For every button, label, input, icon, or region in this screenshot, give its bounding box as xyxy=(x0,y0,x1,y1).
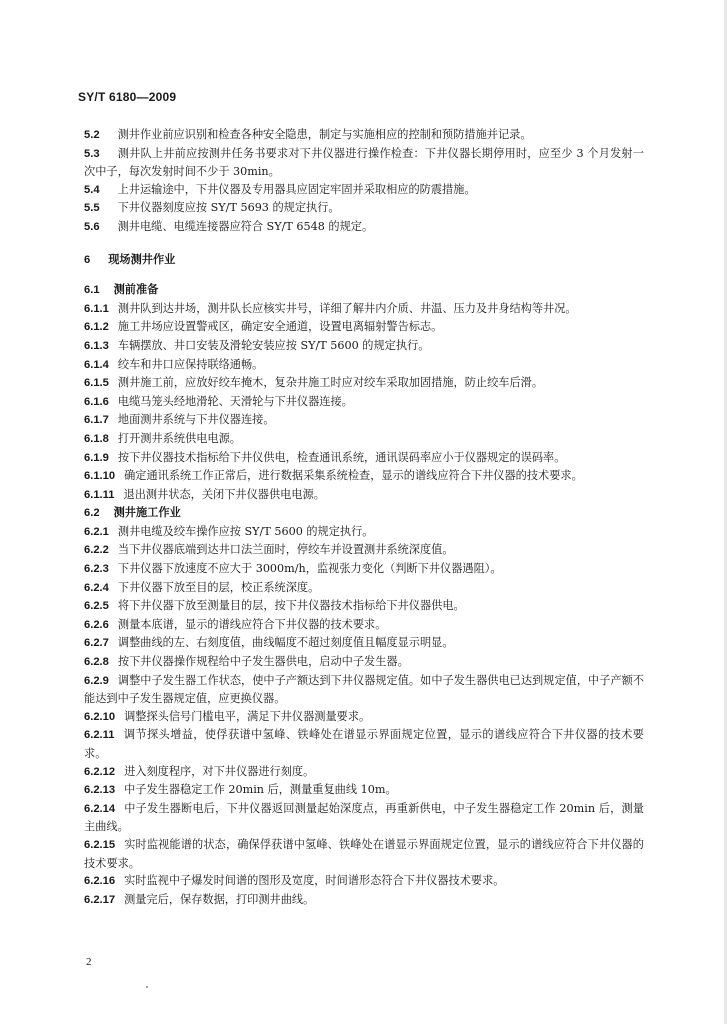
clause-number: 6.1.5 xyxy=(84,377,109,390)
clause-paragraph xyxy=(84,597,644,616)
clause-number: 6.2.7 xyxy=(84,637,109,650)
clause-text: 当下井仪器底端到达井口法兰面时，停绞车并设置测井系统深度值。 xyxy=(117,543,454,557)
clause-number: 6.2.11 xyxy=(84,729,115,742)
clause-text: 测井电缆及绞车操作应按 SY/T 5600 的规定执行。 xyxy=(117,524,374,538)
subsection-heading xyxy=(84,281,644,300)
clause-number: 6.2.17 xyxy=(84,893,116,906)
clause-text: 将下井仪器下放至测量目的层，按下井仪器技术指标给下井仪器供电。 xyxy=(117,599,465,613)
clause-paragraph xyxy=(84,126,644,145)
clause-number: 5.6 xyxy=(84,220,100,233)
clause-number: 5.5 xyxy=(84,202,100,215)
clause-paragraph xyxy=(84,430,644,449)
clause-text: 测前准备 xyxy=(113,282,159,297)
clause-paragraph xyxy=(84,356,644,375)
clause-paragraph xyxy=(84,181,644,200)
clause-text: 测井施工作业 xyxy=(113,505,181,520)
clause-text: 测量完后，保存数据，打印测井曲线。 xyxy=(124,892,315,906)
clause-number: 6.1.3 xyxy=(84,339,109,352)
clause-number: 6.2.14 xyxy=(84,802,116,815)
clause-paragraph xyxy=(84,800,644,836)
section-heading xyxy=(84,251,644,270)
clause-paragraph xyxy=(84,374,644,393)
clause-number: 6.1.7 xyxy=(84,414,109,427)
clause-paragraph xyxy=(84,199,644,218)
clause-text: 测量本底谱，显示的谱线应符合下井仪器的技术要求。 xyxy=(117,617,387,631)
clause-number: 6.1.4 xyxy=(84,358,109,371)
clause-number: 6.2 xyxy=(84,507,100,520)
clause-paragraph xyxy=(84,579,644,598)
clause-text: 调节探头增益，使俘获谱中氢峰、铁峰处在谱显示界面规定位置，显示的谱线应符合下井仪器的技术要求。 xyxy=(84,728,644,760)
clause-text: 下井仪器下放至目的层，校正系统深度。 xyxy=(117,580,320,594)
clause-text: 测井施工前，应放好绞车掩木，复杂井施工时应对绞车采取加固措施，防止绞车后滑。 xyxy=(117,376,544,390)
clause-paragraph xyxy=(84,708,644,727)
clause-text: 绞车和井口应保持联络通畅。 xyxy=(117,357,264,371)
clause-text: 中子发生器稳定工作 20min 后，测量重复曲线 10m。 xyxy=(124,783,397,797)
clause-text: 打开测井系统供电电源。 xyxy=(117,431,241,445)
clause-paragraph xyxy=(84,300,644,319)
clause-number: 6.1.11 xyxy=(84,488,115,501)
clause-text: 中子发生器断电后，下井仪器返回测量起始深度点，再重新供电，中子发生器稳定工作 20min 后，测量主曲线。 xyxy=(84,801,644,834)
clause-text: 地面测井系统与下井仪器连接。 xyxy=(117,413,275,427)
clause-number: 6.2.13 xyxy=(84,784,116,797)
clause-number: 6.1.8 xyxy=(84,432,109,445)
clause-paragraph xyxy=(84,318,644,337)
clause-text: 现场测井作业 xyxy=(108,251,176,266)
clause-number: 5.3 xyxy=(84,147,100,160)
clause-number: 6.2.10 xyxy=(84,710,116,723)
clause-paragraph xyxy=(84,616,644,635)
clause-number: 5.4 xyxy=(84,183,100,196)
clause-paragraph xyxy=(84,411,644,430)
clause-paragraph xyxy=(84,763,644,782)
clause-text: 车辆摆放、井口安装及滑轮安装应按 SY/T 5600 的规定执行。 xyxy=(117,338,430,352)
clause-text: 下井仪器刻度应按 SY/T 5693 的规定执行。 xyxy=(117,201,340,215)
clause-number: 6.1 xyxy=(84,284,100,297)
clause-number: 6.1.2 xyxy=(84,321,109,334)
clause-number: 6.2.8 xyxy=(84,656,109,669)
clause-paragraph xyxy=(84,891,644,910)
clause-text: 施工井场应设置警戒区，确定安全通道，设置电离辐射警告标志。 xyxy=(117,320,443,334)
clause-paragraph xyxy=(84,218,644,237)
standard-code-header: SY/T 6180—2009 xyxy=(78,90,177,104)
clause-paragraph xyxy=(84,872,644,891)
clause-paragraph xyxy=(84,781,644,800)
clause-number: 6.2.4 xyxy=(84,581,109,594)
clause-text: 测井队上井前应按测井任务书要求对下井仪器进行操作检查：下井仪器长期停用时，应至少 3 个月发射一次中子，每次发射时间不少于 30min。 xyxy=(84,146,644,179)
clause-number: 6.2.2 xyxy=(84,544,109,557)
clause-text: 下井仪器下放速度不应大于 3000m/h，监视张力变化（判断下井仪器遇阻）。 xyxy=(117,562,502,576)
clause-paragraph xyxy=(84,523,644,542)
clause-paragraph xyxy=(84,541,644,560)
document-body xyxy=(84,126,644,909)
clause-paragraph xyxy=(84,393,644,412)
clause-number: 6.1.1 xyxy=(84,302,109,315)
clause-paragraph xyxy=(84,653,644,672)
clause-text: 退出测井状态，关闭下井仪器供电电源。 xyxy=(123,487,325,501)
clause-number: 6.2.6 xyxy=(84,618,109,631)
clause-text: 实时监视能谱的状态，确保俘获谱中氢峰、铁峰处在谱显示界面规定位置，显示的谱线应符合下井仪器的技术要求。 xyxy=(84,837,644,870)
clause-text: 确定通讯系统工作正常后，进行数据采集系统检查，显示的谱线应符合下井仪器的技术要求。 xyxy=(124,469,583,483)
clause-number: 6.1.10 xyxy=(84,470,116,483)
clause-number: 6.1.9 xyxy=(84,451,109,464)
subsection-heading xyxy=(84,504,644,523)
clause-number: 6.2.5 xyxy=(84,600,109,613)
clause-text: 按下井仪器操作规程给中子发生器供电，启动中子发生器。 xyxy=(117,655,409,669)
clause-number: 6.2.16 xyxy=(84,875,116,888)
clause-paragraph xyxy=(84,672,644,708)
clause-paragraph xyxy=(84,560,644,579)
clause-number: 6.1.6 xyxy=(84,395,109,408)
clause-text: 按下井仪器技术指标给下井仪供电，检查通讯系统，通讯误码率应小于仪器规定的误码率。 xyxy=(117,450,566,464)
clause-paragraph xyxy=(84,486,644,505)
clause-number: 5.2 xyxy=(84,129,100,141)
clause-number: 6.2.1 xyxy=(84,525,109,538)
clause-paragraph xyxy=(84,145,644,181)
clause-text: 调整探头信号门槛电平，满足下井仪器测量要求。 xyxy=(124,709,371,723)
clause-number: 6.2.12 xyxy=(84,765,116,778)
clause-paragraph xyxy=(84,337,644,356)
page-number: 2 xyxy=(86,956,92,968)
clause-text: 测井队到达井场，测井队长应核实井号，详细了解井内介质、井温、压力及井身结构等井况。 xyxy=(117,301,577,315)
clause-paragraph xyxy=(84,449,644,468)
clause-text: 进入刻度程序，对下井仪器进行刻度。 xyxy=(124,764,315,778)
clause-paragraph xyxy=(84,726,644,762)
clause-text: 调整中子发生器工作状态，使中子产额达到下井仪器规定值。如中子发生器供电已达到规定值，中子产额不能达到中子发生器规定值，应更换仪器。 xyxy=(84,673,644,706)
clause-text: 测井作业前应识别和检查各种安全隐患，制定与实施相应的控制和预防措施并记录。 xyxy=(117,128,532,141)
clause-text: 上井运输途中，下井仪器及专用器具应固定牢固并采取相应的防震措施。 xyxy=(117,182,476,196)
clause-number: 6.2.15 xyxy=(84,838,116,851)
clause-number: 6 xyxy=(84,253,91,266)
clause-paragraph xyxy=(84,836,644,872)
clause-text: 实时监视中子爆发时间谱的图形及宽度，时间谱形态符合下井仪器技术要求。 xyxy=(124,874,505,888)
clause-number: 6.2.9 xyxy=(84,674,109,687)
clause-text: 电缆马笼头经地滑轮、天滑轮与下井仪器连接。 xyxy=(117,394,353,408)
clause-number: 6.2.3 xyxy=(84,563,109,576)
clause-text: 调整曲线的左、右刻度值，曲线幅度不超过刻度值且幅度显示明显。 xyxy=(117,636,454,650)
scan-speck xyxy=(146,986,148,988)
clause-paragraph xyxy=(84,634,644,653)
clause-paragraph xyxy=(84,467,644,486)
clause-text: 测井电缆、电缆连接器应符合 SY/T 6548 的规定。 xyxy=(117,219,374,233)
